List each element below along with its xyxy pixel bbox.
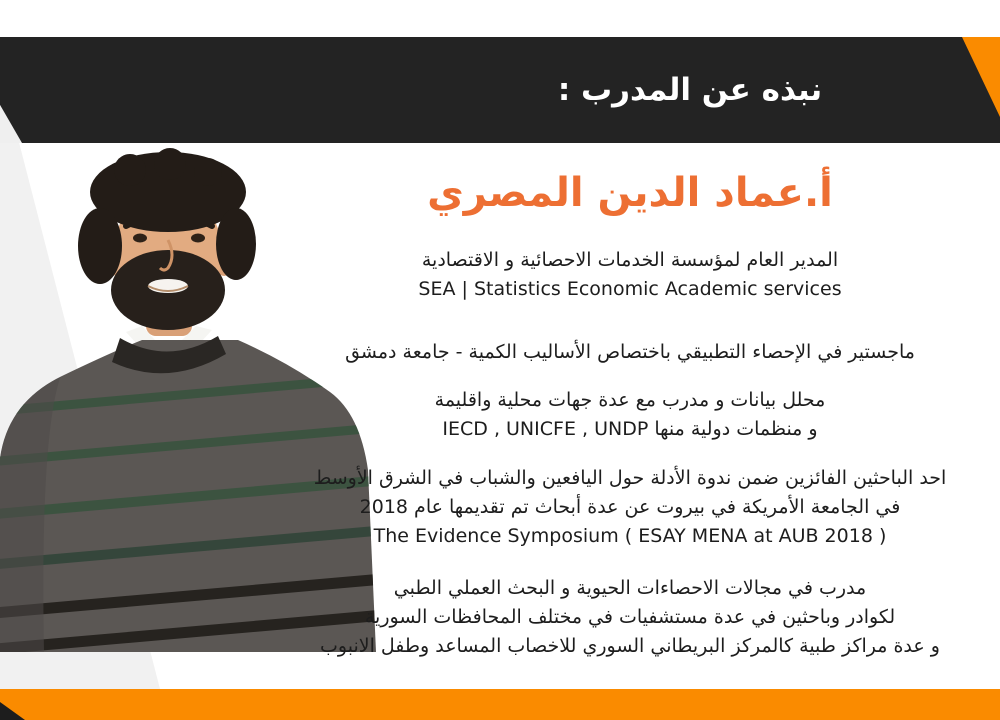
award-line-2: في الجامعة الأمريكة في بيروت عن عدة أبحاث تم تقديمها عام 2018	[359, 496, 901, 518]
trainer-name: أ.عماد الدين المصري	[427, 170, 833, 216]
experience-block	[270, 386, 990, 444]
role-arabic: المدير العام لمؤسسة الخدمات الاحصائية و الاقتصادية	[421, 249, 839, 271]
education-line: ماجستير في الإحصاء التطبيقي باختصاص الأساليب الكمية - جامعة دمشق	[345, 341, 915, 363]
slide-header	[400, 37, 980, 143]
award-line-3: The Evidence Symposium ( ESAY MENA at AUB 2018 )	[373, 525, 887, 547]
education-block	[270, 338, 990, 367]
training-line-1: مدرب في مجالات الاحصاءات الحيوية و البحث العملي الطبي	[393, 577, 867, 599]
award-block	[270, 464, 990, 551]
experience-line-1: محلل بيانات و مدرب مع عدة جهات محلية واقليمة	[434, 389, 826, 411]
training-line-2: لكوادر وباحثين في عدة مستشفيات في مختلف المحافظات السورية	[364, 606, 896, 628]
role-english: SEA | Statistics Economic Academic services	[418, 278, 842, 300]
role-block	[270, 246, 990, 304]
slide-title: نبذه عن المدرب :	[557, 72, 823, 108]
award-line-1: احد الباحثين الفائزين ضمن ندوة الأدلة حول اليافعين والشباب في الشرق الأوسط	[313, 467, 947, 489]
training-line-3: و عدة مراكز طبية كالمركز البريطاني السوري للاخصاب المساعد وطفل الانبوب	[320, 635, 940, 657]
bottom-orange-band	[0, 689, 1000, 720]
experience-line-2: و منظمات دولية منها IECD , UNICFE , UNDP	[442, 418, 818, 440]
training-block	[270, 574, 990, 661]
